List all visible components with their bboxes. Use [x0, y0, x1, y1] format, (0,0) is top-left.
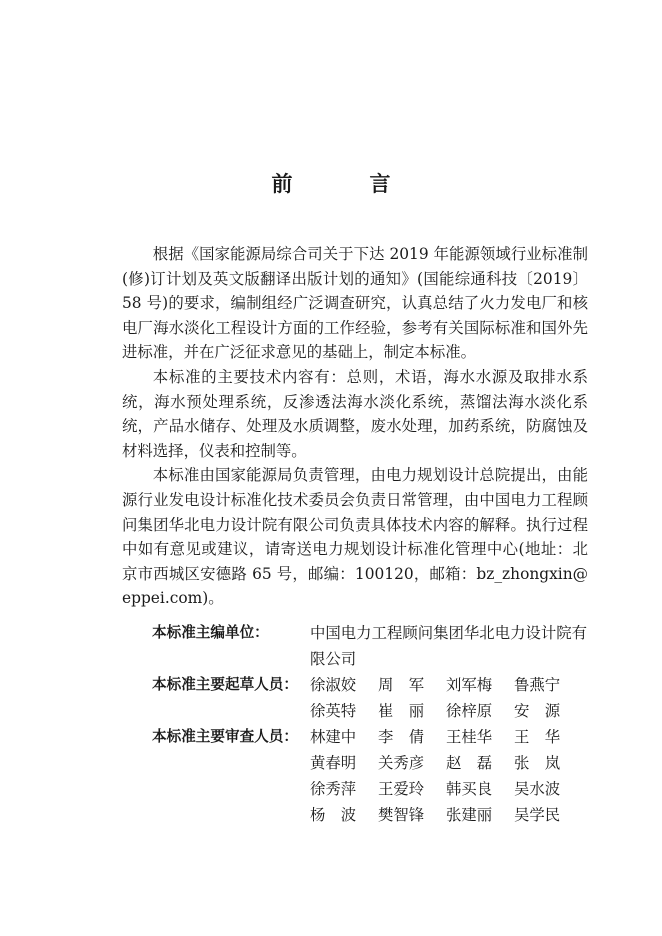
- person-name: 王桂华: [446, 728, 493, 746]
- person-name: 王 华: [514, 728, 561, 746]
- drafters-row: [310, 698, 592, 724]
- person-name: 韩买良: [446, 780, 493, 798]
- reviewers-row: [310, 776, 592, 802]
- person-name: 杨 波: [310, 806, 357, 824]
- person-name: 王爱玲: [378, 780, 425, 798]
- editor-unit-value: 中国电力工程顾问集团华北电力设计院有限公司: [310, 624, 588, 668]
- credits-section: [152, 620, 592, 828]
- reviewers-label: 本标准主要审查人员：: [152, 728, 298, 745]
- person-name: 张 岚: [514, 754, 561, 772]
- person-name: 赵 磊: [446, 754, 493, 772]
- reviewers-row: [310, 802, 592, 828]
- foreword-body: [122, 242, 588, 611]
- editor-unit-block: [152, 620, 592, 672]
- editor-unit-label: 本标准主编单位：: [152, 624, 269, 641]
- page-title: 前 言: [271, 172, 419, 196]
- person-name: 樊智锋: [378, 806, 425, 824]
- person-name: 关秀彦: [378, 754, 425, 772]
- person-name: 刘军梅: [446, 676, 493, 694]
- drafters-list: [310, 672, 592, 724]
- drafters-row: [310, 672, 592, 698]
- paragraph-content: 本标准的主要技术内容有：总则，术语，海水水源及取排水系统，海水预处理系统，反渗透法海水淡化系统，蒸馏法海水淡化系统，产品水储存、处理及水质调整，废水处理，加药系统，防腐蚀及材料选择，仪表和控制等。: [122, 367, 588, 460]
- paragraph-basis: 根据《国家能源局综合司关于下达 2019 年能源领域行业标准制(修)订计划及英文版翻译出版计划的通知》(国能综通科技〔2019〕58 号)的要求，编制组经广泛调查研究，认真总结了火力发电厂和核电厂海水淡化工程设计方面的工作经验，参考有关国际标准和国外先进标准，并在广泛征求意见的基础上，制定本标准。: [122, 245, 588, 362]
- drafters-label: 本标准主要起草人员：: [152, 676, 298, 693]
- person-name: 徐秀萍: [310, 780, 357, 798]
- person-name: 徐淑姣: [310, 676, 357, 694]
- person-name: 张建丽: [446, 806, 493, 824]
- drafters-block: [152, 672, 592, 724]
- person-name: 吴水波: [514, 780, 561, 798]
- person-name: 林建中: [310, 728, 357, 746]
- reviewers-list: [310, 724, 592, 828]
- person-name: 鲁燕宁: [514, 676, 561, 694]
- reviewers-row: [310, 750, 592, 776]
- person-name: 崔 丽: [378, 702, 425, 720]
- paragraph-management: 本标准由国家能源局负责管理，由电力规划设计总院提出，由能源行业发电设计标准化技术委员会负责日常管理，由中国电力工程顾问集团华北电力设计院有限公司负责具体技术内容的解释。执行过程中如有意见或建议，请寄送电力规划设计标准化管理中心(地址：北京市西城区安德路 65 号，邮编：100120，邮箱：bz_zhongxin@eppei.com)。: [122, 466, 588, 608]
- person-name: 安 源: [514, 702, 561, 720]
- person-name: 徐梓原: [446, 702, 493, 720]
- person-name: 黄春明: [310, 754, 357, 772]
- reviewers-block: [152, 724, 592, 828]
- reviewers-row: [310, 724, 592, 750]
- person-name: 周 军: [378, 676, 425, 694]
- person-name: 李 倩: [378, 728, 425, 746]
- person-name: 徐英特: [310, 702, 357, 720]
- person-name: 吴学民: [514, 806, 561, 824]
